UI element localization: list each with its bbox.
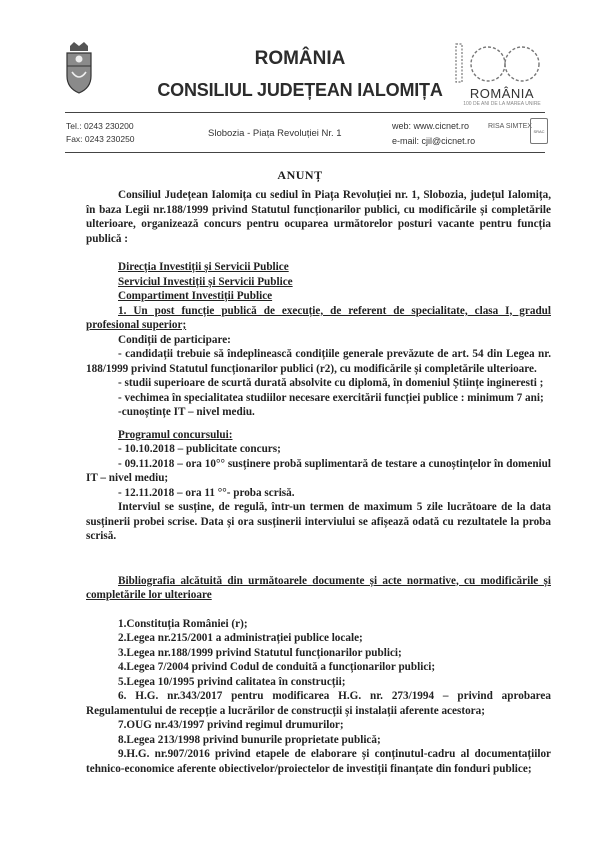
- condition-item: - vechimea în specialitatea studiilor necesare exercitării funcției publice : minimum 7 ani;: [118, 391, 544, 404]
- certification-badge: [530, 118, 548, 144]
- program-item: - 12.11.2018 – ora 11 °°- proba scrisă.: [118, 486, 295, 499]
- header-council-name: CONSILIUL JUDEȚEAN IALOMIȚA: [157, 80, 443, 100]
- conditions-heading: Condiții de participare:: [118, 333, 231, 346]
- bibliography-item: 7.OUG nr.43/1997 privind regimul drumurilor;: [118, 719, 344, 731]
- page-title: ANUNȚ: [277, 168, 323, 182]
- header-divider-top: [65, 112, 545, 113]
- unit-directorate: Direcția Investiții și Servicii Publice: [118, 261, 289, 273]
- condition-item: - studii superioare de scurtă durată absolvite cu diplomă, în domeniul Științe ingineresti ;: [118, 377, 544, 389]
- fax-number: Fax: 0243 230250: [66, 134, 135, 144]
- unit-service: Serviciul Investiții și Servicii Publice: [118, 275, 293, 288]
- program-item: - 10.10.2018 – publicitate concurs;: [118, 443, 281, 455]
- phone-number: Tel.: 0243 230200: [66, 121, 134, 131]
- intro-paragraph: Consiliul Județean Ialomița cu sediul în Piața Revoluției nr. 1, Slobozia, județul Ialomița, în baza Legii nr.188/1999 privind Statutul funcționarilor publici, cu modificările și completările ulterioare, organizează concurs pentru ocuparea următorelor posturi vacante pentru funcția publică :: [86, 189, 551, 245]
- romania-centenary-logo-icon: [452, 42, 542, 90]
- centenary-logo-subtitle: 100 DE ANI DE LA MAREA UNIRE: [463, 101, 541, 107]
- email-link[interactable]: e-mail: cjil@cicnet.ro: [392, 136, 476, 146]
- position-description: 1. Un post funcție publică de execuție, de referent de specialitate, clasa I, gradul profesional superior;: [86, 304, 551, 331]
- bibliography-item: 3.Legea nr.188/1999 privind Statutul funcționarilor publici;: [118, 646, 402, 659]
- bibliography-item: 5.Legea 10/1995 privind calitatea în construcții;: [118, 675, 346, 688]
- announcement-body: [86, 188, 551, 776]
- interview-paragraph: Interviul se susține, de regulă, într-un termen de maximum 5 zile lucrătoare de la data susținerii probei scrise. Data și ora susținerii interviului se afișează odată cu rezultatele la proba scrisă.: [86, 501, 551, 542]
- program-heading: Programul concursului:: [118, 428, 233, 441]
- unit-compartment: Compartiment Investiții Publice: [118, 290, 273, 302]
- bibliography-item: 6. H.G. nr.343/2017 pentru modificarea H.G. nr. 273/1994 – privind aprobarea Regulamentului de recepție a lucrărilor de construcții și instalații aferente acestora;: [86, 690, 551, 717]
- certification-partner: RISA SIMTEX: [488, 123, 532, 130]
- header-country: ROMÂNIA: [254, 48, 346, 69]
- bibliography-item: 9.H.G. nr.907/2016 privind etapele de elaborare și conținutul-cadru al documentațiilor tehnico-economice aferente obiectivelor/proiectelor de investiții finanțate din fonduri publice;: [86, 748, 551, 775]
- centenary-logo-label: ROMÂNIA: [469, 86, 535, 101]
- bibliography-item: 2.Legea nr.215/2001 a administrației publice locale;: [118, 632, 363, 644]
- website-link[interactable]: web: www.cicnet.ro: [392, 121, 470, 131]
- county-coat-of-arms-icon: [64, 42, 94, 94]
- bibliography-item: 8.Legea 213/1998 privind bunurile proprietate publică;: [118, 733, 381, 746]
- bibliography-heading: Bibliografia alcătuită din următoarele documente și acte normative, cu modificările și completările lor ulterioare: [86, 574, 551, 601]
- condition-item: -cunoștințe IT – nivel mediu.: [118, 406, 255, 418]
- bibliography-item: 4.Legea 7/2004 privind Codul de conduită a funcționarilor publici;: [118, 661, 436, 673]
- program-item: - 09.11.2018 – ora 10°° susținere probă suplimentară de testare a cunoștințelor în domeniul IT – nivel mediu;: [86, 457, 551, 484]
- certification-badge-label: SRAC: [533, 128, 545, 134]
- bibliography-item: 1.Constituția României (r);: [118, 617, 248, 630]
- header-address: Slobozia - Piața Revoluției Nr. 1: [208, 128, 342, 139]
- condition-item: - candidații trebuie să îndeplinească condițiile generale prevăzute de art. 54 din Legea nr. 188/1999 privind Statutul funcționarilor publici (r2), cu modificările și completările ulterioare.: [86, 348, 551, 375]
- header-divider-bottom: [65, 152, 545, 153]
